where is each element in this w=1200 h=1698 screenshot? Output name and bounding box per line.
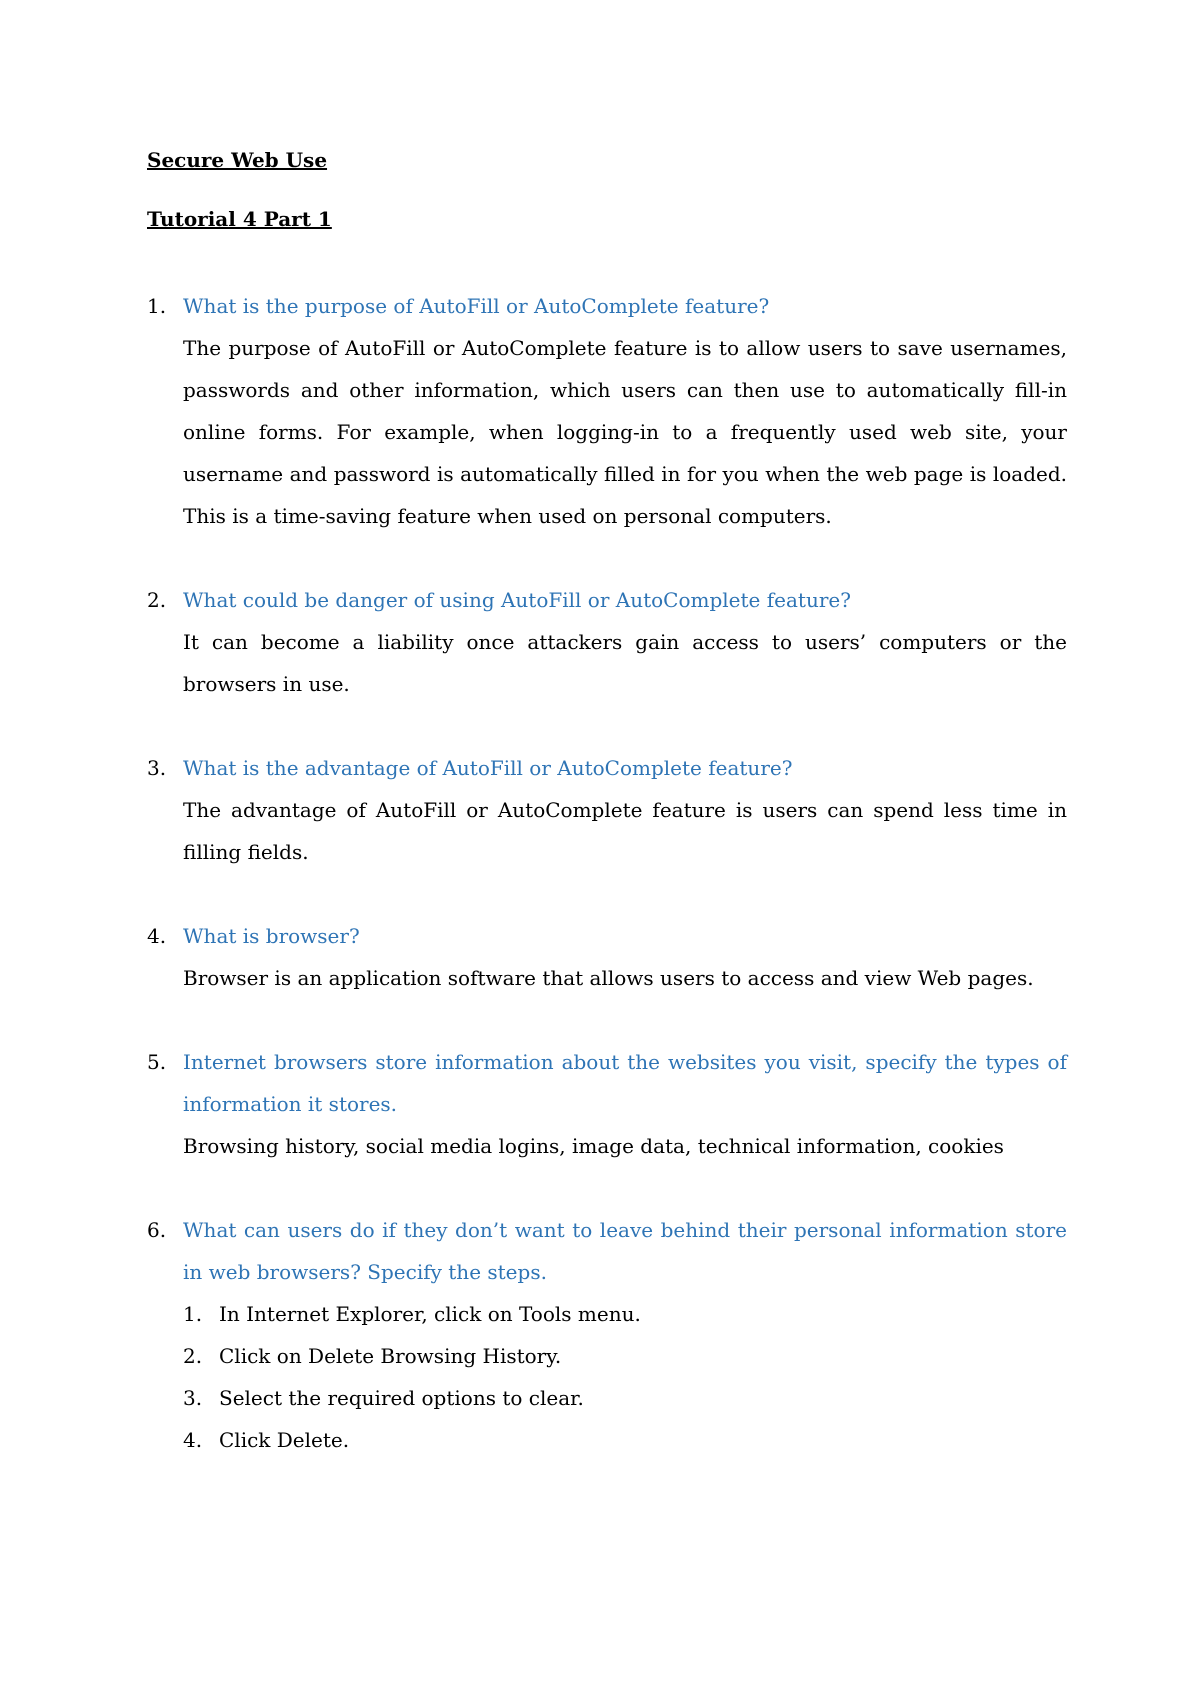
step-text: In Internet Explorer, click on Tools menu. <box>219 1302 641 1326</box>
question-number: 5. <box>147 1050 167 1074</box>
step-number: 1. <box>183 1302 203 1326</box>
step-text: Select the required options to clear. <box>219 1386 584 1410</box>
answer-text: Browser is an application software that allows users to access and view Web pages. <box>183 966 1034 990</box>
step-item <box>183 1293 1067 1335</box>
step-text: Click on Delete Browsing History. <box>219 1344 562 1368</box>
question-number: 6. <box>147 1218 167 1242</box>
question-list <box>147 285 1067 1503</box>
step-text: Click Delete. <box>219 1428 350 1452</box>
step-number: 2. <box>183 1344 203 1368</box>
question-text: Internet browsers store information about the websites you visit, specify the types of information it stores. <box>183 1050 1067 1116</box>
question-number: 3. <box>147 756 167 780</box>
question-item <box>147 915 1067 999</box>
question-item <box>147 285 1067 537</box>
document-title: Secure Web Use <box>147 148 328 172</box>
step-number: 3. <box>183 1386 203 1410</box>
question-item <box>147 1041 1067 1167</box>
question-number: 1. <box>147 294 167 318</box>
step-item <box>183 1419 1067 1461</box>
question-text: What is the purpose of AutoFill or AutoComplete feature? <box>183 294 770 318</box>
question-text: What is browser? <box>183 924 360 948</box>
answer-text: It can become a liability once attackers gain access to users’ computers or the browsers in use. <box>183 630 1067 696</box>
question-text: What can users do if they don’t want to leave behind their personal information store in web browsers? Specify the steps. <box>183 1218 1067 1284</box>
step-item <box>183 1377 1067 1419</box>
document-subtitle: Tutorial 4 Part 1 <box>147 207 332 231</box>
step-number: 4. <box>183 1428 203 1452</box>
question-number: 2. <box>147 588 167 612</box>
answer-text: Browsing history, social media logins, image data, technical information, cookies <box>183 1134 1004 1158</box>
question-item <box>147 747 1067 873</box>
answer-text: The advantage of AutoFill or AutoComplete feature is users can spend less time in filling fields. <box>183 798 1067 864</box>
step-item <box>183 1335 1067 1377</box>
question-text: What could be danger of using AutoFill or AutoComplete feature? <box>183 588 851 612</box>
question-number: 4. <box>147 924 167 948</box>
question-item <box>147 579 1067 705</box>
question-item <box>147 1209 1067 1461</box>
question-text: What is the advantage of AutoFill or AutoComplete feature? <box>183 756 793 780</box>
step-list <box>183 1293 1067 1461</box>
answer-text: The purpose of AutoFill or AutoComplete feature is to allow users to save usernames, passwords and other information, which users can then use to automatically fill-in online forms. For example, when logging-in to a frequently used web site, your username and password is automatically filled in for you when the web page is loaded. This is a time-saving feature when used on personal computers. <box>183 336 1067 528</box>
